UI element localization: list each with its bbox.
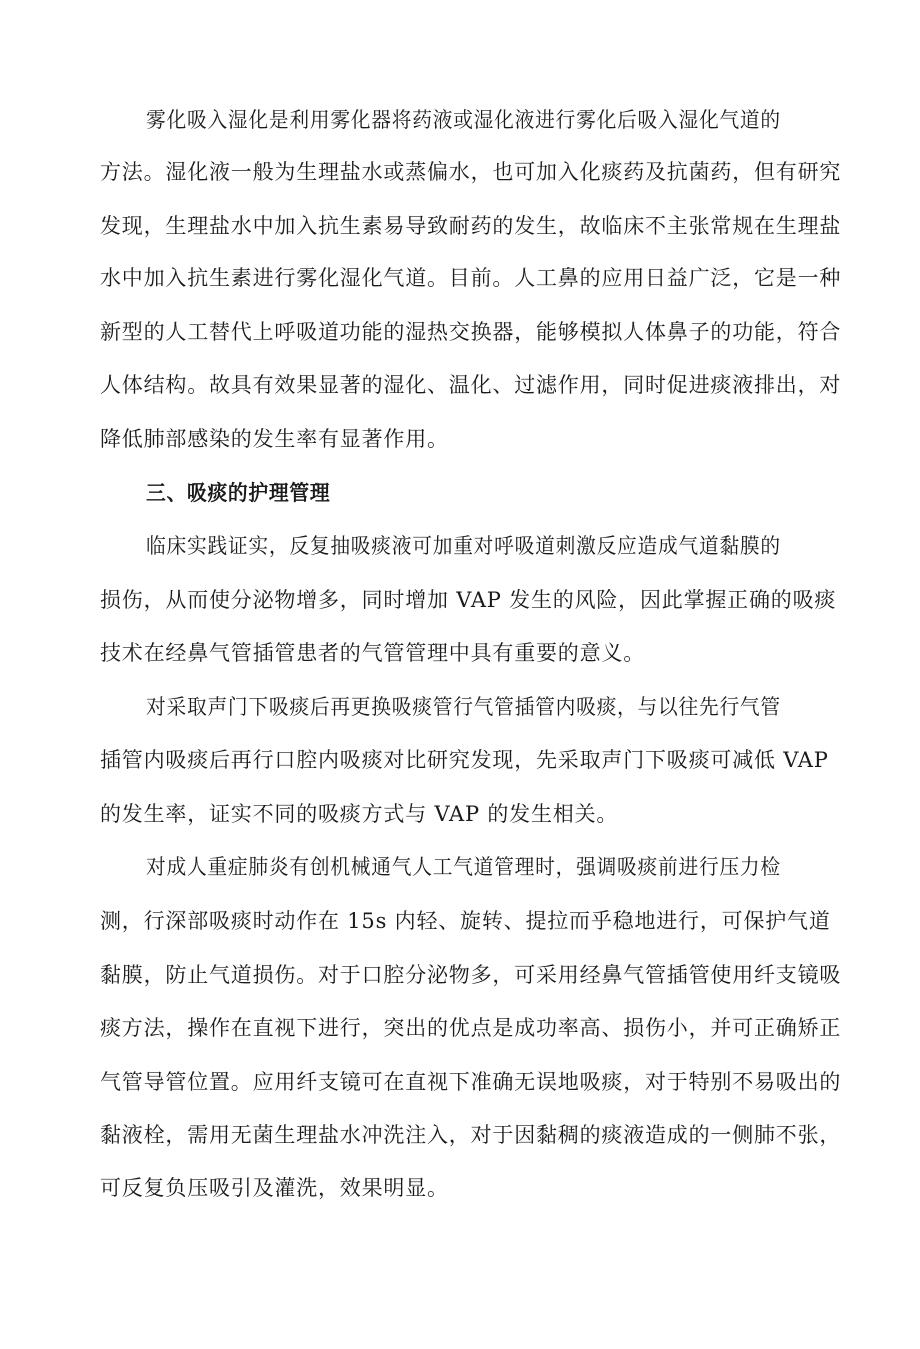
paragraph-1-line-3: 发现，生理盐水中加入抗生素易导致耐药的发生，故临床不主张常规在生理盐 xyxy=(100,214,842,238)
paragraph-1-line-2: 方法。湿化液一般为生理盐水或蒸偏水，也可加入化痰药及抗菌药，但有研究 xyxy=(100,160,842,184)
paragraph-4-line-1: 对成人重症肺炎有创机械通气人工气道管理时，强调吸痰前进行压力检 xyxy=(146,855,781,879)
paragraph-2-line-2: 损伤，从而使分泌物增多，同时增加 VAP 发生的风险，因此掌握正确的吸痰 xyxy=(100,588,837,612)
paragraph-4-line-6: 黏液栓，需用无菌生理盐水冲洗注入，对于因黏稠的痰液造成的一侧肺不张， xyxy=(100,1123,842,1147)
paragraph-4-line-2: 测，行深部吸痰时动作在 15s 内轻、旋转、提拉而乎稳地进行，可保护气道 xyxy=(100,909,831,933)
paragraph-1-line-7: 降低肺部感染的发生率有显著作用。 xyxy=(100,427,449,451)
paragraph-3-line-2: 插管内吸痰后再行口腔内吸痰对比研究发现，先采取声门下吸痰可减低 VAP xyxy=(100,748,829,772)
paragraph-4-line-3: 黏膜，防止气道损伤。对于口腔分泌物多，可采用经鼻气管插管使用纤支镜吸 xyxy=(100,963,842,987)
paragraph-1-line-5: 新型的人工替代上呼吸道功能的湿热交换器，能够模拟人体鼻子的功能，符合 xyxy=(100,320,842,344)
paragraph-4-line-4: 痰方法，操作在直视下进行，突出的优点是成功率高、损伤小，并可正确矫正 xyxy=(100,1016,842,1040)
section-heading: 三、吸痰的护理管理 xyxy=(146,481,331,505)
paragraph-4-line-5: 气管导管位置。应用纤支镜可在直视下准确无误地吸痰，对于特别不易吸出的 xyxy=(100,1070,842,1094)
paragraph-1-line-6: 人体结构。故具有效果显著的湿化、温化、过滤作用，同时促进痰液排出，对 xyxy=(100,373,842,397)
paragraph-2-line-3: 技术在经鼻气管插管患者的气管管理中具有重要的意义。 xyxy=(100,641,645,665)
paragraph-1-line-4: 水中加入抗生素进行雾化湿化气道。目前。人工鼻的应用日益广泛，它是一种 xyxy=(100,266,842,290)
paragraph-3-line-3: 的发生率，证实不同的吸痰方式与 VAP 的发生相关。 xyxy=(100,802,619,826)
paragraph-4-line-7: 可反复负压吸引及灌洗，效果明显。 xyxy=(100,1176,449,1200)
paragraph-3-line-1: 对采取声门下吸痰后再更换吸痰管行气管插管内吸痰，与以往先行气管 xyxy=(146,695,781,719)
paragraph-1-line-1: 雾化吸入湿化是利用雾化器将药液或湿化液进行雾化后吸入湿化气道的 xyxy=(146,108,781,132)
paragraph-2-line-1: 临床实践证实，反复抽吸痰液可加重对呼吸道刺激反应造成气道黏膜的 xyxy=(146,534,781,558)
